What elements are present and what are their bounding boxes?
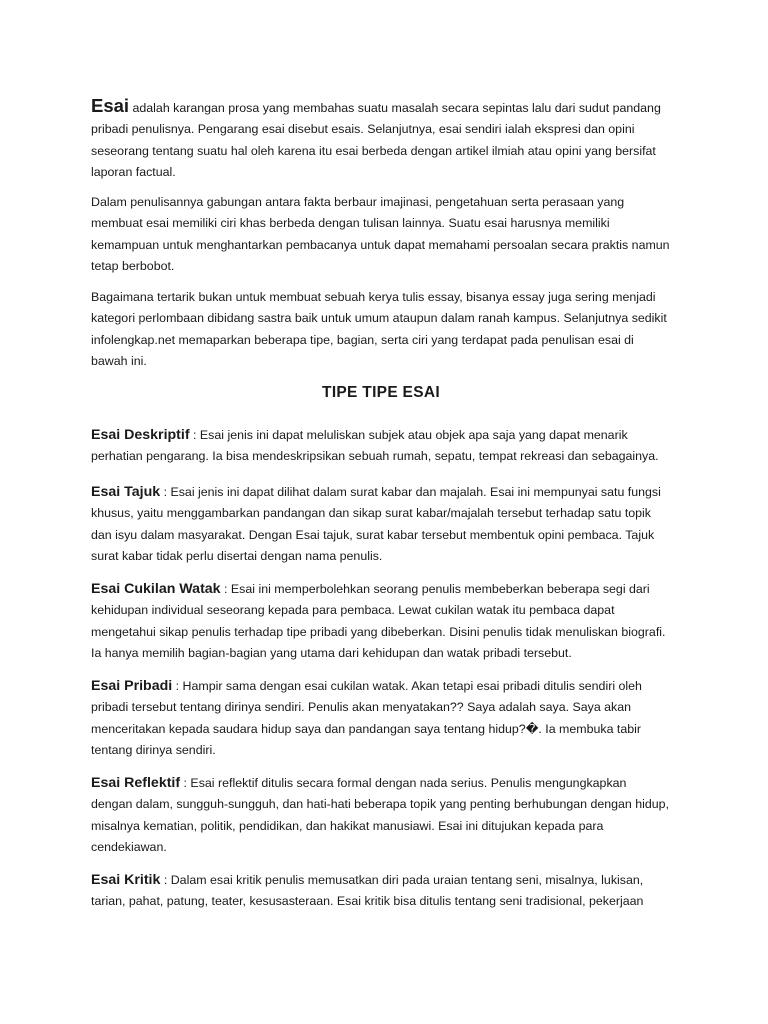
intro-text: adalah karangan prosa yang membahas suatu masalah secara sepintas lalu dari sudut pandang pribadi penulisnya. Pengarang esai disebut esais. Selanjutnya, esai sendiri ialah ekspresi dan opini seseorang tentang suatu hal oleh karena itu esai berbeda dengan artikel ilmiah atau opini yang bersifat laporan factual.	[91, 101, 661, 179]
type-term: Esai Tajuk	[91, 484, 161, 500]
type-term: Esai Cukilan Watak	[91, 581, 221, 597]
type-cukilan-watak	[91, 579, 671, 664]
intro-paragraph	[91, 95, 671, 183]
type-pribadi	[91, 676, 671, 761]
type-term: Esai Deskriptif	[91, 427, 190, 443]
section-title: TIPE TIPE ESAI	[322, 384, 440, 401]
type-text: : Esai reflektif ditulis secara formal dengan nada serius. Penulis mengungkapkan dengan dalam, sungguh-sungguh, dan hati-hati beberapa topik yang penting berhubungan dengan hidup, misalnya kematian, politik, pendidikan, dan hakikat manusiawi. Esai ini ditujukan kepada para cendekiawan.	[91, 776, 670, 854]
type-deskriptif	[91, 425, 671, 468]
paragraph-3: Bagaimana tertarik bukan untuk membuat sebuah kerya tulis essay, bisanya essay juga sering menjadi kategori perlombaan dibidang sastra baik untuk umum ataupun dalam ranah kampus. Selanjutnya sedikit infolengkap.net memaparkan beberapa tipe, bagian, serta ciri yang terdapat pada penulisan esai di bawah ini.	[91, 290, 667, 368]
type-text: : Hampir sama dengan esai cukilan watak. Akan tetapi esai pribadi ditulis sendiri oleh pribadi tersebut tentang dirinya sendiri. Penulis akan menyatakan?? Saya adalah saya. Saya akan menceritakan kepada saudara hidup saya dan pandangan saya tentang hidup?�. Ia membuka tabir tentang dirinya sendiri.	[91, 679, 642, 757]
type-text: : Esai jenis ini dapat dilihat dalam surat kabar dan majalah. Esai ini mempunyai satu fungsi khusus, yaitu menggambarkan pandangan dan sikap surat kabar/majalah tersebut terhadap satu topik dan isyu dalam masyarakat. Dengan Esai tajuk, surat kabar tersebut membentuk opini pembaca. Tajuk surat kabar tidak perlu disertai dengan nama penulis.	[91, 485, 661, 563]
type-text: : Esai jenis ini dapat meluliskan subjek atau objek apa saja yang dapat menarik perhatian pengarang. Ia bisa mendeskripsikan sebuah rumah, sepatu, tempat rekreasi dan sebagainya.	[91, 428, 659, 464]
type-term: Esai Kritik	[91, 872, 161, 888]
type-reflektif	[91, 773, 671, 858]
paragraph-2: Dalam penulisannya gabungan antara fakta berbaur imajinasi, pengetahuan serta perasaan yang membuat esai memiliki ciri khas berbeda dengan tulisan lainnya. Suatu esai harusnya memiliki kemampuan untuk menghantarkan pembacanya untuk dapat memahami persoalan secara praktis namun tetap berbobot.	[91, 195, 670, 273]
type-text: : Esai ini memperbolehkan seorang penulis membeberkan beberapa segi dari kehidupan individual seseorang kepada para pembaca. Lewat cukilan watak itu pembaca dapat mengetahui sikap penulis terhadap tipe pribadi yang dibeberkan. Disini penulis tidak menuliskan biografi. Ia hanya memilih bagian-bagian yang utama dari kehidupan dan watak pribadi tersebut.	[91, 582, 666, 660]
type-tajuk	[91, 482, 671, 567]
intro-term: Esai	[91, 95, 130, 116]
type-term: Esai Pribadi	[91, 678, 173, 694]
type-kritik	[91, 870, 671, 913]
type-term: Esai Reflektif	[91, 775, 181, 791]
type-text: : Dalam esai kritik penulis memusatkan diri pada uraian tentang seni, misalnya, lukisan, tarian, pahat, patung, teater, kesusasteraan. Esai kritik bisa ditulis tentang seni tradisional, pekerjaan	[91, 873, 644, 909]
